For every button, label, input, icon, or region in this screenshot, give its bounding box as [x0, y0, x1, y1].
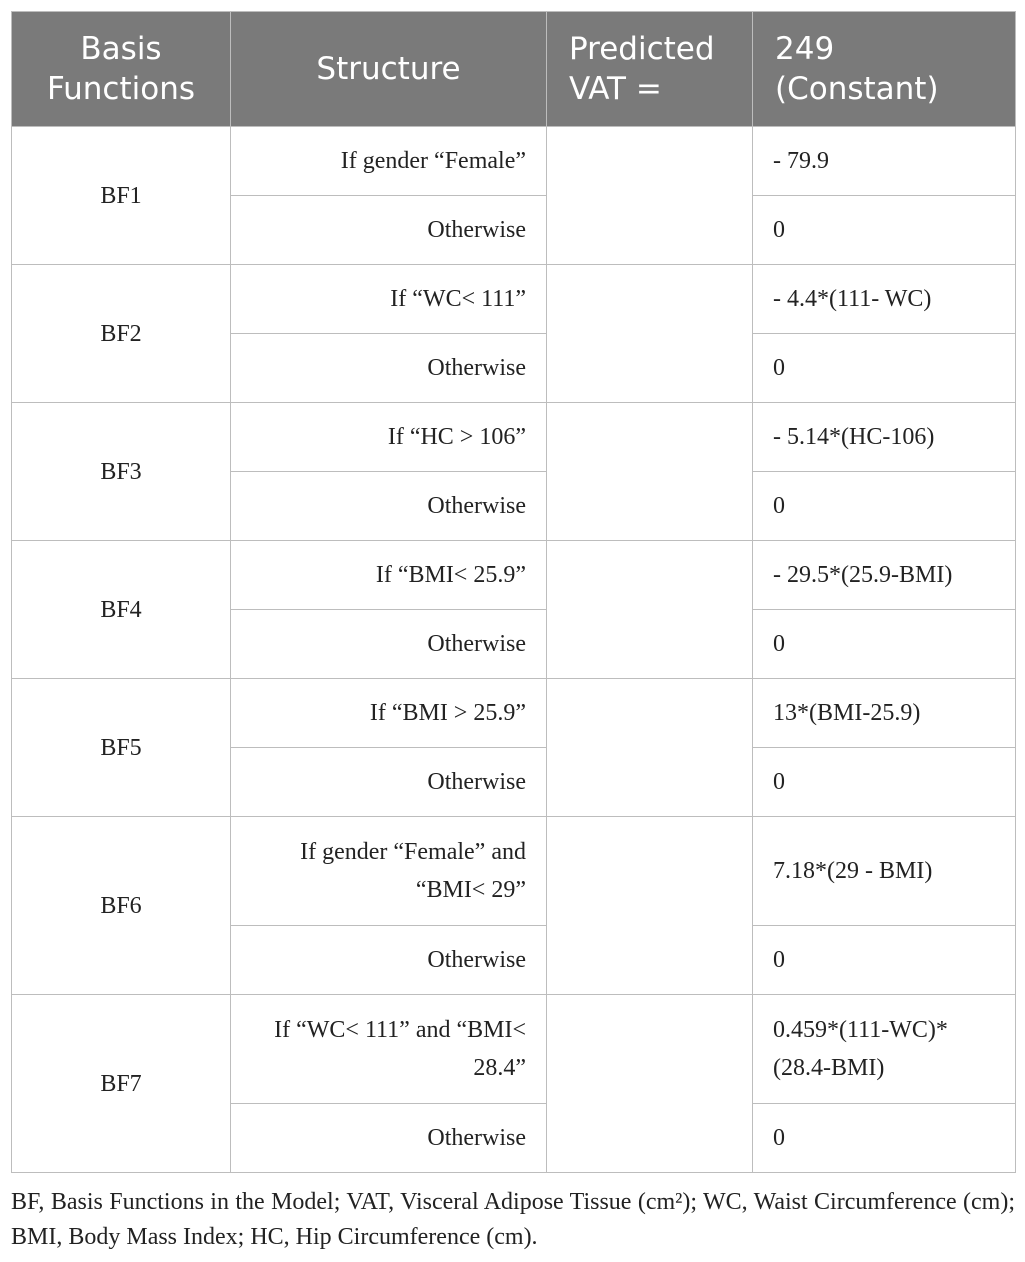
otherwise-cell: Otherwise	[231, 196, 547, 265]
condition-cell: If “WC< 111”	[231, 265, 547, 334]
otherwise-value-cell: 0	[753, 610, 1016, 679]
otherwise-cell: Otherwise	[231, 610, 547, 679]
basis-function-label: BF1	[12, 127, 231, 265]
basis-function-label: BF3	[12, 403, 231, 541]
predicted-vat-cell	[547, 127, 753, 265]
condition-cell: If “BMI > 25.9”	[231, 679, 547, 748]
basis-function-label: BF5	[12, 679, 231, 817]
predicted-vat-cell	[547, 541, 753, 679]
header-basis-functions: Basis Functions	[12, 12, 231, 127]
otherwise-value-cell: 0	[753, 926, 1016, 995]
predicted-vat-cell	[547, 679, 753, 817]
expression-cell: - 29.5*(25.9-BMI)	[753, 541, 1016, 610]
table-row	[12, 265, 1016, 334]
condition-cell: If “BMI< 25.9”	[231, 541, 547, 610]
header-row	[12, 12, 1016, 127]
basis-function-label: BF2	[12, 265, 231, 403]
otherwise-cell: Otherwise	[231, 472, 547, 541]
table-row	[12, 541, 1016, 610]
predicted-vat-cell	[547, 817, 753, 995]
condition-cell: If gender “Female”	[231, 127, 547, 196]
otherwise-value-cell: 0	[753, 334, 1016, 403]
table-footnote: BF, Basis Functions in the Model; VAT, Visceral Adipose Tissue (cm²); WC, Waist Circumference (cm); BMI, Body Mass Index; HC, Hip Circumference (cm).	[11, 1189, 1015, 1250]
otherwise-cell: Otherwise	[231, 334, 547, 403]
condition-cell: If gender “Female” and “BMI< 29”	[231, 817, 547, 926]
basis-function-label: BF6	[12, 817, 231, 995]
expression-cell: - 5.14*(HC-106)	[753, 403, 1016, 472]
table-row	[12, 995, 1016, 1104]
table-row	[12, 679, 1016, 748]
condition-cell: If “HC > 106”	[231, 403, 547, 472]
otherwise-cell: Otherwise	[231, 1104, 547, 1173]
expression-cell: 7.18*(29 - BMI)	[753, 817, 1016, 926]
otherwise-cell: Otherwise	[231, 748, 547, 817]
table-row	[12, 403, 1016, 472]
otherwise-cell: Otherwise	[231, 926, 547, 995]
predicted-vat-cell	[547, 995, 753, 1173]
header-structure: Structure	[231, 12, 547, 127]
table-row	[12, 817, 1016, 926]
expression-cell: 0.459*(111-WC)*(28.4-BMI)	[753, 995, 1016, 1104]
header-predicted-vat: Predicted VAT =	[547, 12, 753, 127]
table-row	[12, 127, 1016, 196]
expression-cell: 13*(BMI-25.9)	[753, 679, 1016, 748]
basis-function-label: BF7	[12, 995, 231, 1173]
otherwise-value-cell: 0	[753, 748, 1016, 817]
otherwise-value-cell: 0	[753, 196, 1016, 265]
predicted-vat-cell	[547, 403, 753, 541]
basis-function-label: BF4	[12, 541, 231, 679]
otherwise-value-cell: 0	[753, 472, 1016, 541]
otherwise-value-cell: 0	[753, 1104, 1016, 1173]
basis-functions-table	[11, 11, 1016, 1173]
expression-cell: - 79.9	[753, 127, 1016, 196]
header-constant: 249 (Constant)	[753, 12, 1016, 127]
predicted-vat-cell	[547, 265, 753, 403]
expression-cell: - 4.4*(111- WC)	[753, 265, 1016, 334]
condition-cell: If “WC< 111” and “BMI< 28.4”	[231, 995, 547, 1104]
